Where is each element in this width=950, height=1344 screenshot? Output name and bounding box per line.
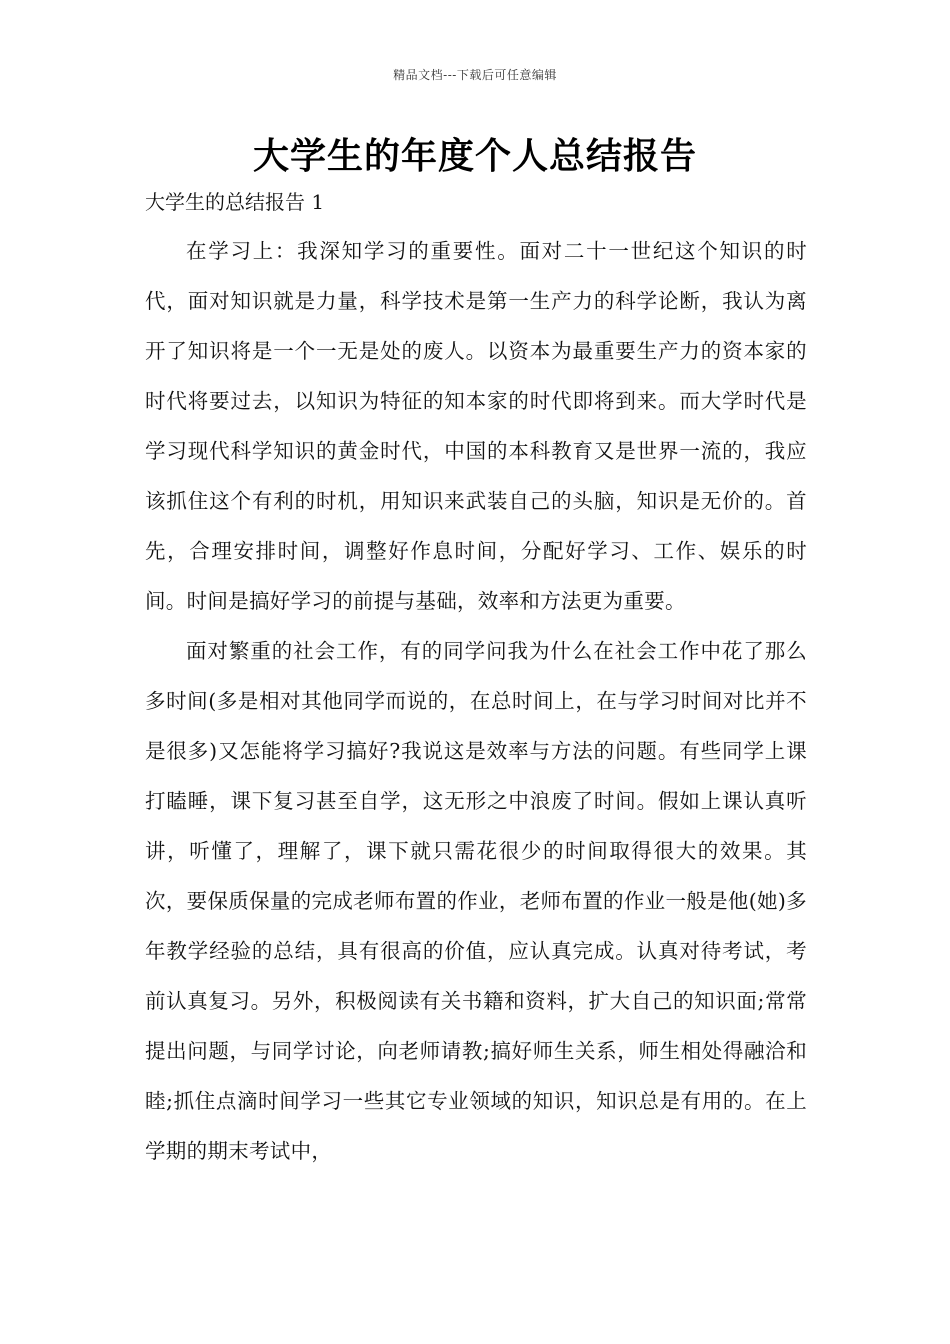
- paragraph: 在学习上：我深知学习的重要性。面对二十一世纪这个知识的时代，面对知识就是力量，科学技术是第一生产力的科学论断，我认为离开了知识将是一个一无是处的废人。以资本为最重要生产力的资本家的时代将要过去，以知识为特征的知本家的时代即将到来。而大学时代是学习现代科学知识的黄金时代，中国的本科教育又是世界一流的，我应该抓住这个有利的时机，用知识来武装自己的头脑，知识是无价的。首先，合理安排时间，调整好作息时间，分配好学习、工作、娱乐的时间。时间是搞好学习的前提与基础，效率和方法更为重要。: [145, 239, 807, 613]
- document-body: [145, 226, 807, 1176]
- document-title: 大学生的年度个人总结报告: [252, 136, 697, 177]
- section-heading: 大学生的总结报告 1: [145, 190, 325, 214]
- header-note: 精品文档---下载后可任意编辑: [393, 68, 557, 82]
- paragraph: 面对繁重的社会工作，有的同学问我为什么在社会工作中花了那么多时间(多是相对其他同学而说的，在总时间上，在与学习时间对比并不是很多)又怎能将学习搞好?我说这是效率与方法的问题。有些同学上课打瞌睡，课下复习甚至自学，这无形之中浪废了时间。假如上课认真听讲，听懂了，理解了，课下就只需花很少的时间取得很大的效果。其次，要保质保量的完成老师布置的作业，老师布置的作业一般是他(她)多年教学经验的总结，具有很高的价值，应认真完成。认真对待考试，考前认真复习。另外，积极阅读有关书籍和资料，扩大自己的知识面;常常提出问题，与同学讨论，向老师请教;搞好师生关系，师生相处得融洽和睦;抓住点滴时间学习一些其它专业领域的知识，知识总是有用的。在上学期的期末考试中，: [145, 639, 807, 1163]
